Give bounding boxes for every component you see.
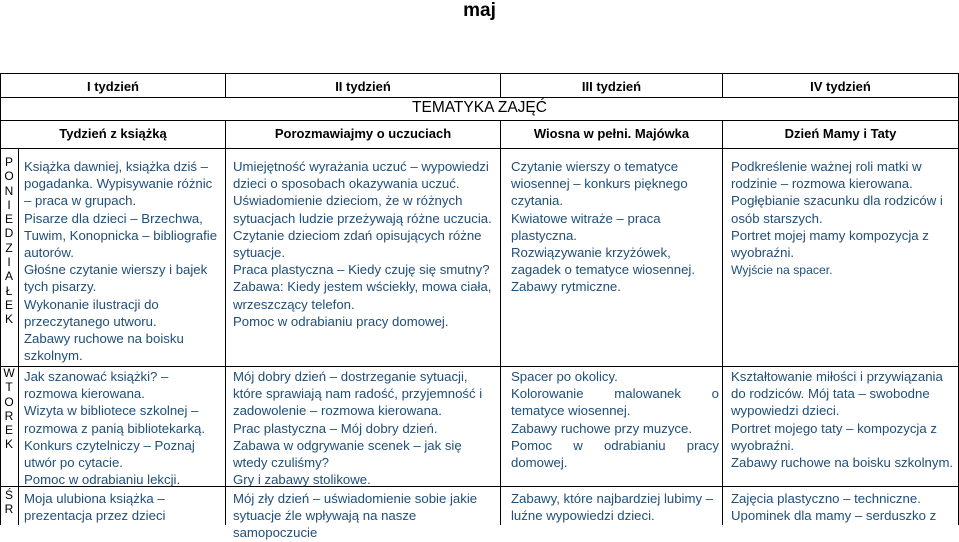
grid-day-col [18,148,19,525]
monday-week4-note: Wyjście na spacer. [731,263,833,277]
grid-row-monday-end [0,366,959,367]
grid-col-4b [722,120,723,525]
week-header-2: II tydzień [335,79,391,94]
tuesday-week3-cell: Spacer po okolicy. Kolorowanie malowanek o tematyce wiosennej. Zabawy ruchowe przy muzyce. Pomoc w odrabianiu pracy domowej. [511,369,719,471]
tematyka-label: TEMATYKA ZAJĘĆ [412,99,547,116]
grid-header-sep-1 [0,97,959,98]
grid-header-sep-2 [0,120,959,121]
tuesday-week2-cell: Mój dobry dzień – dostrzeganie sytuacji, które sprawiają nam radość, przyjemność i zadowolenie – rozmowa kierowana. Prac plastyczna – Mój dobry dzień. Zabawa w odgrywanie scenek – jak się wtedy czuliśmy? Gry i zabawy stolikowe. [233,369,483,488]
grid-top [0,73,959,74]
tuesday-week4-cell: Kształtowanie miłości i przywiązania do rodziców. Mój tata – swobodne wypowiedzi dzieci. Portret mojego taty – kompozycja z wyobraźni. Zabawy ruchowe na boisku szkolnym. [731,369,954,471]
monday-week4-cell: Podkreślenie ważnej roli matki w rodzinie – rozmowa kierowana. Pogłębianie szacunku dla rodziców i osób starszych. Portret mojej mamy kompozycja z wyobraźni. [731,159,943,261]
day-label-monday: P O N I E D Z I A Ł E K [4,155,14,327]
week-header-1: I tydzień [86,79,139,94]
theme-header-3: Wiosna w pełni. Majówka [533,126,690,141]
monday-week3-cell: Czytanie wierszy o tematyce wiosennej – konkurs pięknego czytania. Kwiatowe witraże – praca plastyczna. Rozwiązywanie krzyżówek, zagadek o tematyce wiosennej. Zabawy rytmiczne. [511,159,696,295]
week-header-4: IV tydzień [810,79,871,94]
day-label-tuesday: W T O R E K [3,366,15,452]
day-label-wednesday: Ś R [4,488,14,517]
wednesday-week4-cell: Zajęcia plastyczno – techniczne. Upominek dla mamy – serduszko z [731,491,937,524]
monday-week1-cell: Książka dawniej, książka dziś – pogadanka. Wypisywanie różnic – praca w grupach. Pisarze dla dzieci – Brzechwa, Tuwim, Konopnicka – bibliografie autorów. Głośne czytanie wierszy i bajek tych pisarzy. Wykonanie ilustracji do przeczytanego utworu. Zabawy ruchowe na boisku szkolnym. [24,159,218,364]
tuesday-week1-cell: Jak szanować książki? – rozmowa kierowana. Wizyta w bibliotece szkolnej – rozmowa z panią bibliotekarką. Konkurs czytelniczy – Poznaj utwór po cytacie. Pomoc w odrabianiu lekcji. [24,369,206,488]
page-title: maj [463,0,496,21]
grid-header-sep-3 [0,148,959,149]
theme-header-4: Dzień Mamy i Taty [784,126,897,141]
wednesday-week1-cell: Moja ulubiona książka – prezentacja przez dzieci [24,491,166,524]
week-header-3: III tydzień [581,79,642,94]
wednesday-week2-cell: Mój zły dzień – uświadomienie sobie jakie sytuacje źle wpływają na nasze samopoczucie [233,491,478,541]
grid-col-2b [225,120,226,525]
grid-col-3b [500,120,501,525]
wednesday-week3-cell: Zabawy, które najbardziej lubimy – luźne wypowiedzi dzieci. [511,491,714,524]
monday-week2-cell: Umiejętność wyrażania uczuć – wypowiedzi dzieci o sposobach okazywania uczuć. Uświadomienie dzieciom, że w różnych sytuacjach ludzie przeżywają różne uczucia. Czytanie dzieciom zdań opisujących różne sytuacje. Praca plastyczna – Kiedy czuję się smutny? Zabawa: Kiedy jestem wściekły, mowa ciała, wrzeszczący telefon. Pomoc w odrabianiu pracy domowej. [233,159,492,329]
theme-header-2: Porozmawiajmy o uczuciach [274,126,452,141]
theme-header-1: Tydzień z książką [59,126,167,141]
